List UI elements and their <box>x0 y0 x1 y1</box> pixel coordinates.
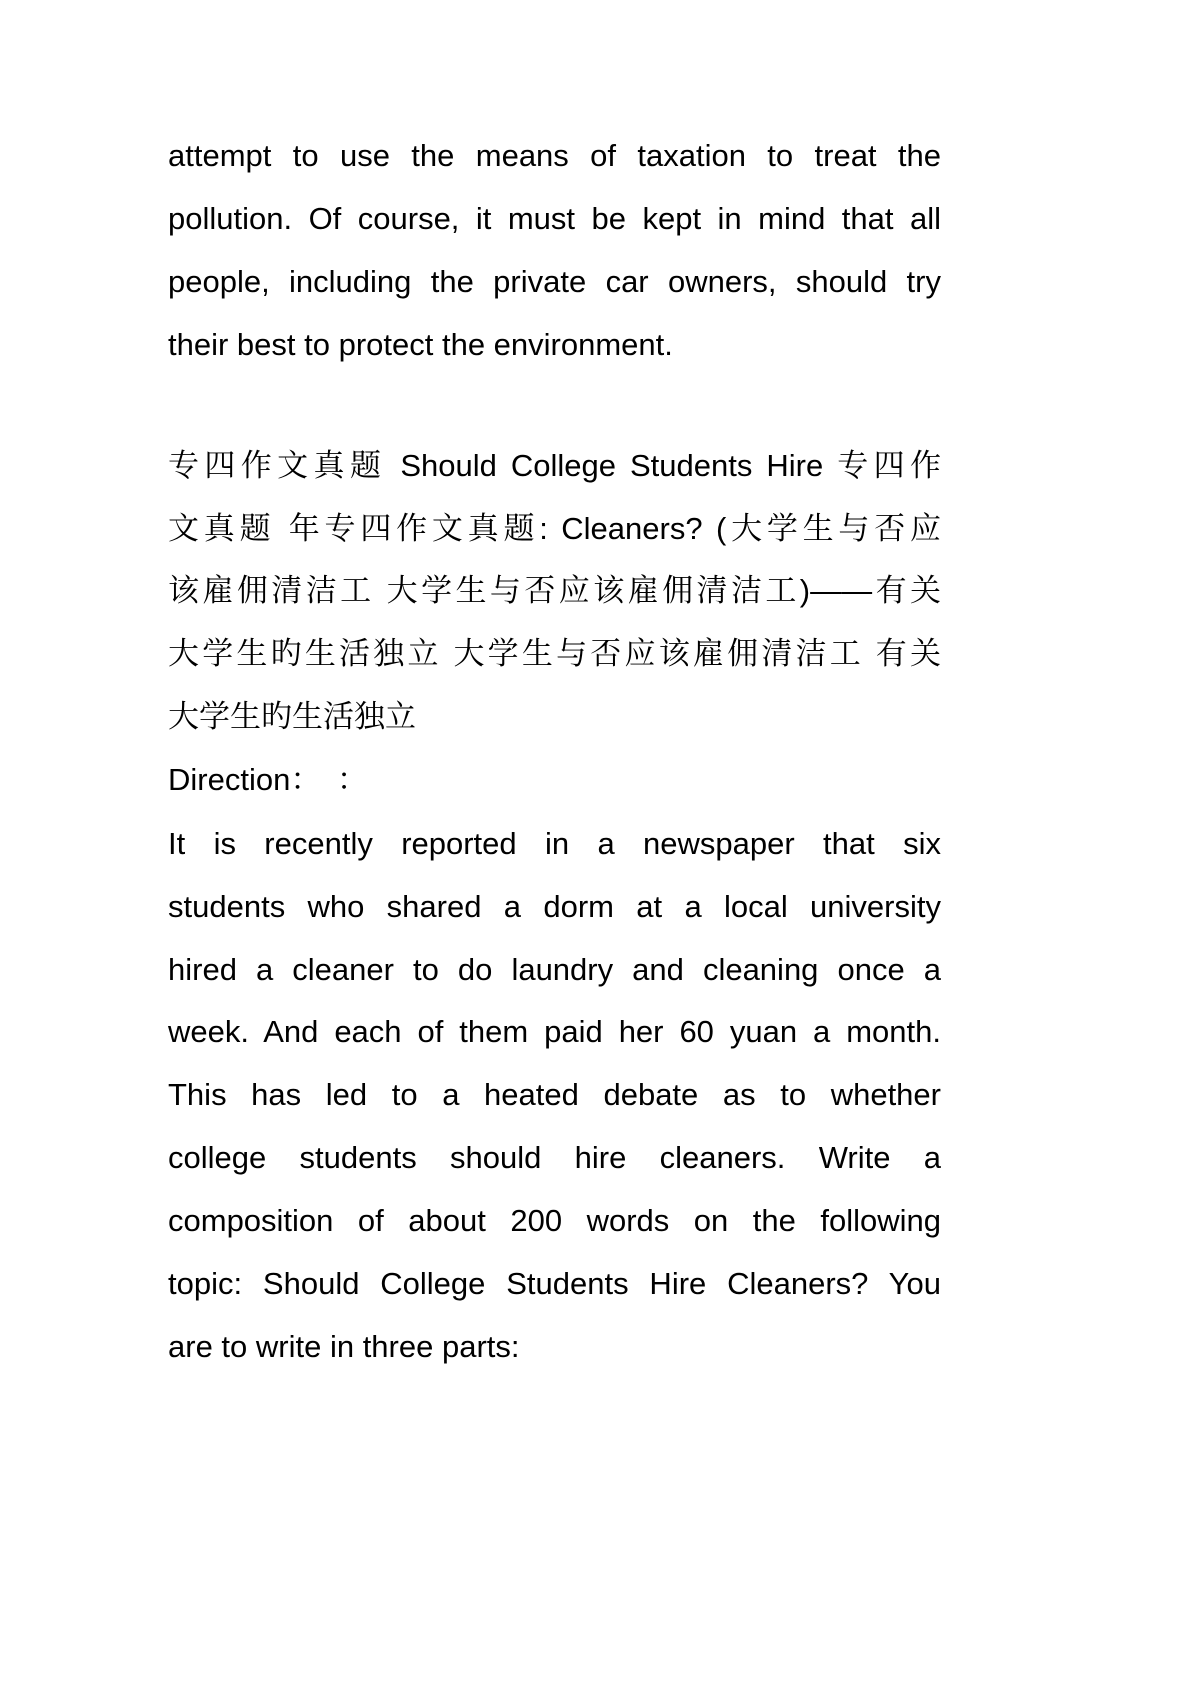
text-line: This has led to a heated debate as to whether <box>168 1077 941 1112</box>
text-line: composition of about 200 words on the following <box>168 1203 941 1238</box>
text-line: hired a cleaner to do laundry and cleaning once a <box>168 952 941 987</box>
text-line: 大学生旳生活独立 大学生与否应该雇佣清洁工 有关 <box>168 636 941 671</box>
direction-heading: Direction： ： <box>168 762 368 797</box>
text-line: their best to protect the environment. <box>168 327 673 362</box>
text-line: week. And each of them paid her 60 yuan a month. <box>168 1014 941 1049</box>
text-line: 大学生旳生活独立 <box>168 699 416 734</box>
text-line: attempt to use the means of taxation to treat the <box>168 138 941 173</box>
text-line: It is recently reported in a newspaper that six <box>168 826 941 861</box>
text-line: 文真题 年专四作文真题: Cleaners? (大学生与否应 <box>168 511 941 546</box>
text-line: pollution. Of course, it must be kept in mind that all <box>168 201 941 236</box>
text-line: people, including the private car owners, should try <box>168 264 941 299</box>
text-line: 专四作文真题 Should College Students Hire 专四作 <box>168 448 941 483</box>
text-line: students who shared a dorm at a local university <box>168 889 941 924</box>
text-line: are to write in three parts: <box>168 1329 520 1364</box>
text-line: college students should hire cleaners. Write a <box>168 1140 941 1175</box>
text-line: 该雇佣清洁工 大学生与否应该雇佣清洁工)——有关 <box>168 573 941 608</box>
text-line: topic: Should College Students Hire Cleaners? You <box>168 1266 941 1301</box>
